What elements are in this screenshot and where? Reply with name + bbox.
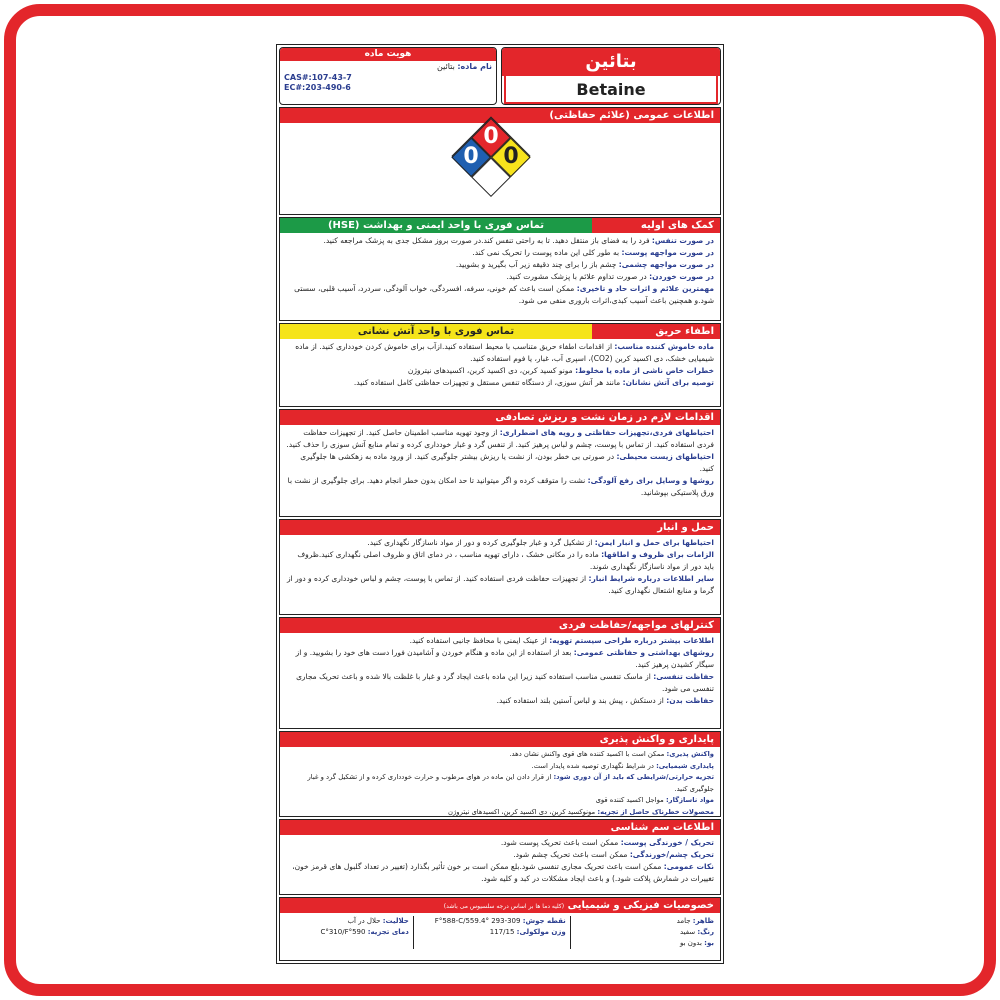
identity-name-line <box>280 61 496 72</box>
cas-number: CAS#:107-43-7 <box>284 73 352 82</box>
first-aid-line: در صورت مواجهه چشمی: چشم باز را برای چند دقیقه زیر آب بگیرید و بشویید. <box>455 260 714 269</box>
fire-fighting-section <box>279 323 721 407</box>
first-aid-line: در صورت تنفس: فرد را به فضای باز منتقل دهید. تا به راحتی تنفس کند.در صورت بروز مشکل جدی به پزشک مراجعه کنید. <box>323 236 714 245</box>
stability-reactivity-section <box>279 731 721 817</box>
substance-name-en: Betaine <box>504 76 718 104</box>
exposure-controls-section <box>279 617 721 729</box>
accidental-release-title: اقدامات لازم در زمان نشت و ریزش تصادفی <box>280 410 720 425</box>
toxicology-line: نکات عمومی: ممکن است باعث تحریک مجاری تنفسی شود.بلع ممکن است بر خون تأثیر بگذارد (تغییر در تعداد گلبول های قرمز خون، تغییرات در شمارش پلاکت شود.) و باعث ایجاد مشکلات در کبد و کلیه شود. <box>292 862 714 883</box>
spill-line: احتیاطهای فردی،تجهیزات حفاظتی و رویه های اضطراری: از وجود تهویه مناسب اطمینان حاصل کنید. از تجهیزات حفاظت فردی استفاده کنید. از تماس با پوست، چشم و لباس پرهیز کنید. از تنفس گرد و غبار خودداری کرده و تمام منابع آتش سوزی را حذف کنید. <box>286 428 714 449</box>
hse-contact-banner: تماس فوری با واحد ایمنی و بهداشت (HSE) <box>280 218 592 233</box>
substance-name-fa: بتائین <box>502 48 720 76</box>
fire-line: ماده خاموش کننده مناسب: از اقدامات اطفاء حریق متناسب با محیط استفاده کنید.ازآب برای خاموش کردن خودداری کنید. از ماده شیمیایی خشک، دی اکسید کربن (CO2)، اسپری آب، غبار، یا فوم استفاده کنید. <box>295 342 714 363</box>
nfpa-reactivity-value: 0 <box>503 144 519 169</box>
decomposition-temp-item: دمای تجزیه: C°310/F°590 <box>320 928 409 936</box>
exposure-line: حفاظت بدن: از دستکش ، پیش بند و لباس آستین بلند استفاده کنید. <box>496 696 714 705</box>
identity-box <box>279 47 497 105</box>
boiling-point-item: نقطه جوش: F°588-C/559.4° 293-309 <box>434 917 566 925</box>
solubility-item: حلالیت: حلال در آب <box>347 917 409 925</box>
accidental-release-section <box>279 409 721 517</box>
exposure-line: حفاظت تنفسی: از ماسک تنفسی مناسب استفاده کنید زیرا این ماده باعث ایجاد گرد و غبار با غلظت بالا شده و باعث تحریک مجاری تنفسی می شود. <box>296 672 714 693</box>
toxicology-body <box>280 835 720 885</box>
first-aid-line: در صورت مواجهه پوست: به طور کلی این ماده پوست را تحریک نمی کند. <box>472 248 714 257</box>
name-label: نام ماده: <box>457 62 492 71</box>
toxicology-line: تحریک چشم/خورندگی: ممکن است باعث تحریک چشم شود. <box>513 850 714 859</box>
stability-line: واکنش پذیری: ممکن است با اکسید کننده های قوی واکنش نشان دهد. <box>509 750 714 758</box>
physical-col-2 <box>413 916 570 949</box>
physical-properties-table <box>280 913 720 949</box>
handling-line: سایر اطلاعات درباره شرایط انبار: از تجهیزات حفاظت فردی استفاده کنید. از تماس با پوست، چشم و لباس خودداری کرده و دور از گرما و منابع اشتعال نگهداری کنید. <box>286 574 714 595</box>
stability-line: محصولات خطرناک حاصل از تجزیه: مونوکسید کربن، دی اکسید کربن، اکسیدهای نیتروژن <box>448 807 714 816</box>
physical-properties-title: خصوصیات فیزیکی و شیمیایی (کلیه دما ها بر اساس درجه سلسیوس می باشد) <box>280 898 720 913</box>
molecular-weight-item: وزن مولکولی: 117/15 <box>489 928 566 936</box>
first-aid-title: کمک های اولیه <box>592 218 720 233</box>
exposure-line: اطلاعات بیشتر درباره طراحی سیستم تهویه: از عینک ایمنی با محافظ جانبی استفاده کنید. <box>409 636 714 645</box>
fire-fighting-title: اطفاء حریق <box>592 324 720 339</box>
safety-data-sheet <box>276 44 724 964</box>
name-value: بتائین <box>437 62 455 71</box>
nfpa-diamond <box>451 116 531 196</box>
header <box>279 47 721 105</box>
spill-line: احتیاطهای زیست محیطی: در صورتی بی خطر بودن، از نشت یا ریزش بیشتر جلوگیری کنید. از ورود ماده به زهکشی ها جلوگیری کنید. <box>300 452 714 473</box>
physical-col-1 <box>570 916 718 949</box>
first-aid-line: در صورت خوردن: در صورت تداوم علائم با پزشک مشورت کنید. <box>506 272 714 281</box>
handling-storage-title: حمل و انبار <box>280 520 720 535</box>
handling-line: احتیاطها برای حمل و انبار ایمن: از تشکیل گرد و غبار جلوگیری کرده و دور از مواد ناسازگار نگهداری کنید. <box>367 538 714 547</box>
exposure-line: روشهای بهداشتی و حفاظتی عمومی: بعد از استفاده از این ماده و هنگام خوردن و آشامیدن فورا دست های خود را بشویید. و از سیگار کشیدن پرهیز کنید. <box>295 648 714 669</box>
fire-line: توصیه برای آتش نشانان: مانند هر آتش سوزی، از دستگاه تنفس مستقل و تجهیزات حفاظتی کامل استفاده کنید. <box>353 378 714 387</box>
toxicology-title: اطلاعات سم شناسی <box>280 820 720 835</box>
nfpa-health-value: 0 <box>463 144 479 169</box>
substance-name-box <box>501 47 721 105</box>
accidental-release-body <box>280 425 720 499</box>
spill-line: روشها و وسایل برای رفع آلودگی: نشت را متوقف کرده و اگر میتوانید تا حد امکان بدون خطر انجام دهید. برای جلوگیری از نشت با ورق پلاستیکی بپوشانید. <box>287 476 714 497</box>
toxicology-section <box>279 819 721 895</box>
stability-reactivity-body <box>280 747 720 817</box>
appearance-item: ظاهر: جامد <box>676 917 714 925</box>
general-info-title: اطلاعات عمومی (علائم حفاظتی) <box>280 108 720 123</box>
odor-item: بو: بدون بو <box>680 939 714 947</box>
physical-properties-section <box>279 897 721 961</box>
ec-number: EC#:203-490-6 <box>284 83 351 92</box>
general-info-section <box>279 107 721 215</box>
handling-line: الزامات برای ظروف و اطاقها: ماده را در مکانی خشک ، دارای تهویه مناسب ، در دمای اتاق و ظروف اصلی نگهداری کنید.ظروف باید دور از مواد ناسازگار نگهداری شوند. <box>297 550 714 571</box>
color-item: رنگ: سفید <box>679 928 714 936</box>
handling-storage-body <box>280 535 720 597</box>
toxicology-line: تحریک / خورندگی پوست: ممکن است باعث تحریک پوست شود. <box>500 838 714 847</box>
stability-line: تجزیه حرارتی/شرایطی که باید از آن دوری شود: از قرار دادن این ماده در هوای مرطوب و حرارت خودداری کرده و از تشکیل گرد و غبار جلوگیری کنید. <box>307 773 714 793</box>
fire-line: خطرات خاص ناشی از ماده یا مخلوط: مونو کسید کربن، دی اکسید کربن، اکسیدهای نیتروژن <box>407 366 714 375</box>
exposure-controls-title: کنترلهای مواجهه/حفاظت فردی <box>280 618 720 633</box>
fire-dept-contact-banner: تماس فوری با واحد آتش نشانی <box>280 324 592 339</box>
identity-title: هویت ماده <box>280 48 496 61</box>
stability-reactivity-title: پایداری و واکنش پذیری <box>280 732 720 747</box>
exposure-controls-body <box>280 633 720 707</box>
handling-storage-section <box>279 519 721 615</box>
stability-line: مواد ناسازگار: مواجل اکسید کننده قوی <box>595 796 714 804</box>
physical-properties-note: (کلیه دما ها بر اساس درجه سلسیوس می باشد) <box>443 903 565 910</box>
first-aid-body <box>280 233 720 307</box>
stability-line: پایداری شیمیایی: در شرایط نگهداری توصیه شده پایدار است. <box>531 761 714 770</box>
nfpa-flammability-value: 0 <box>483 124 499 149</box>
physical-col-3 <box>282 916 413 949</box>
first-aid-section <box>279 217 721 321</box>
fire-fighting-body <box>280 339 720 389</box>
first-aid-line: مهمترین علائم و اثرات حاد و تاخیری: ممکن است باعث کم خونی، سرفه، افسردگی، خواب آلودگی، سردرد، آسیب قلبی، سستی شود.و همچنین باعث آسیب کبدی،اثرات باروری منفی می شود. <box>294 284 714 305</box>
